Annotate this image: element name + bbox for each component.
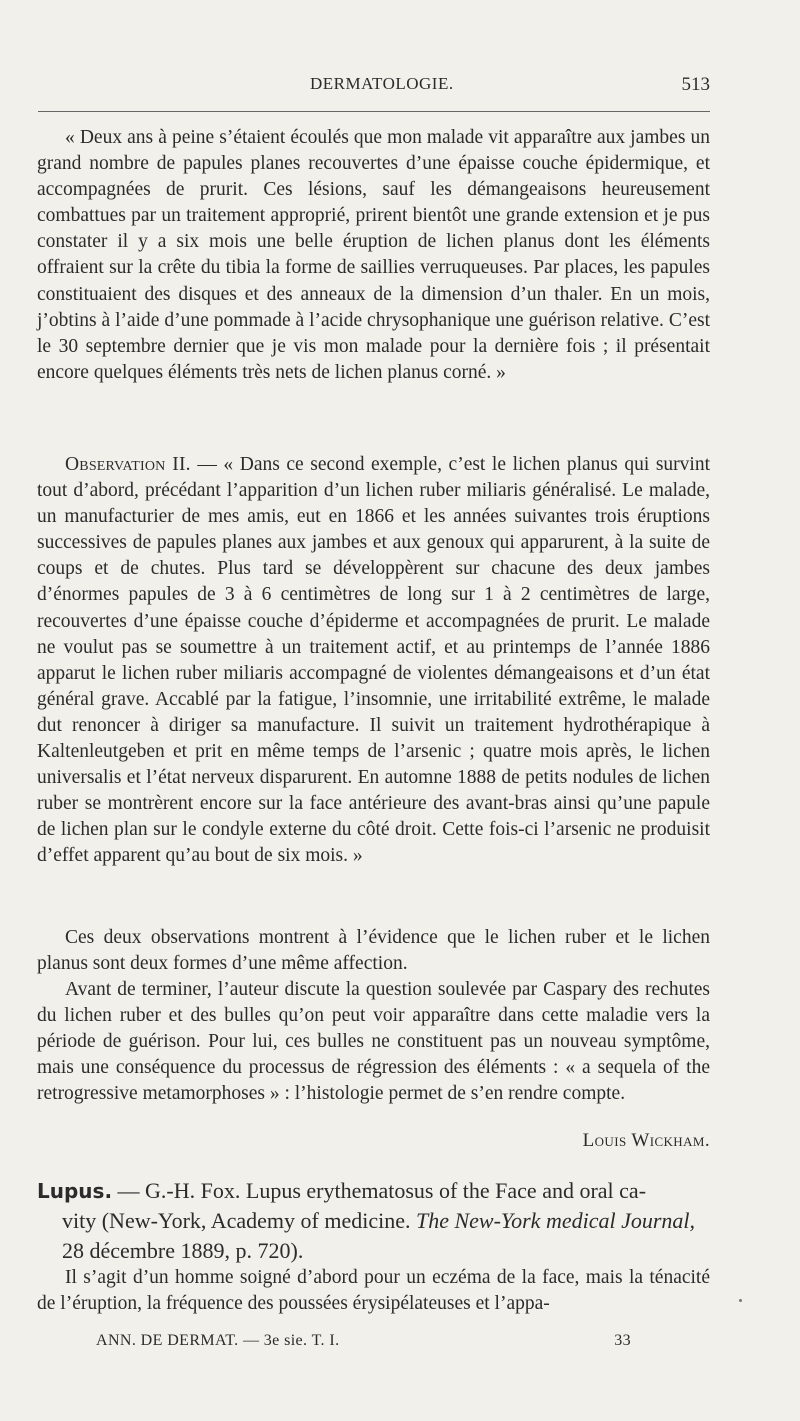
page-footer [96,1332,631,1358]
quoted-paragraph: « Deux ans à peine s’étaient écoulés que mon malade vit apparaître aux jambes un grand nombre de papules planes recouvertes d’une épaisse couche épidermique, et accompagnées de prurit. Ces lésions, sauf les démangeaisons heureusement combattues par un traitement approprié, prirent bientôt une grande extension et je pus constater il y a six mois une belle éruption de lichen planus dont les éléments offraient sur la crête du tibia la forme de saillies verruqueuses. Par places, les papules constituaient des disques et des anneaux de la dimension d’un thaler. En un mois, j’obtins à l’aide d’une pommade à l’acide chrysophanique une guérison relative. C’est le 30 septembre dernier que je vis mon malade pour la dernière fois ; il présentait encore quelques éléments très nets de lichen planus corné. » [37,127,710,383]
author-discussion-paragraph: Avant de terminer, l’auteur discute la question soulevée par Caspary des rechutes du lichen ruber et des bulles qu’on peut voir apparaître dans cette maladie vers la période de guérison. Pour lui, ces bulles ne constituent pas un nouveau symptôme, mais une conséquence du processus de régression des éléments : « a sequela of the retrogressive metamorphoses » : l’histologie permet de s’en rendre compte. [37,979,710,1105]
running-title: DERMATOLOGIE. [310,74,454,93]
citation-line-1: — G.-H. Fox. Lupus erythematosus of the Face and oral ca- [112,1178,647,1203]
scan-mark [739,1299,742,1302]
citation-line-2 [37,1206,710,1266]
observation-label: Observation II. [65,454,191,475]
page-number: 513 [681,74,710,95]
footer-journal-reference: ANN. DE DERMAT. — 3e sie. T. I. [96,1332,340,1349]
conclusion-paragraph: Ces deux observations montrent à l’évidence que le lichen ruber et le lichen planus sont deux formes d’une même affection. [37,927,710,975]
section-citation [37,1176,710,1266]
header-rule [38,111,710,112]
journal-title: The New-York medical Journal, [415,1208,696,1233]
citation-line-2-start: vity (New-York, Academy of medicine. [62,1208,416,1233]
page-header [38,74,710,98]
citation-line-2-end: 28 décembre 1889, p. 720). [62,1238,304,1263]
footer-signature-number: 33 [614,1332,631,1349]
author-signature: Louis Wickham. [582,1130,710,1151]
observation-text: — « Dans ce second exemple, c’est le lichen planus qui survint tout d’abord, précédant l’apparition d’un lichen ruber miliaris généralisé. Le malade, un manufacturier de mes amis, eut en 1866 et les années suivantes trois éruptions successives de papules planes aux jambes et aux genoux qui apparurent, à la suite de coups et de chutes. Plus tard se développèrent sur chacune des deux jambes d’énormes papules de 3 à 6 centimètres de long sur 1 à 2 centimètres de large, recouvertes d’une épaisse couche d’épiderme et accompagnées de prurit. Le malade ne voulut pas se soumettre à un traitement actif, et au printemps de l’année 1886 apparut le lichen ruber miliaris accompagné de violentes démangeaisons et d’un état général grave. Accablé par la fatigue, l’insomnie, une irritabilité extrême, le malade dut renoncer à diriger sa manufacture. Il suivit un traitement hydrothérapique à Kaltenleutgeben et prit en même temps de l’arsenic ; quatre mois après, le lichen universalis et l’état nerveux disparurent. En automne 1888 de petits nodules de lichen ruber se montrèrent encore sur la face antérieure des avant-bras ainsi qu’une papule de lichen plan sur le condyle externe du côté droit. Cette fois-ci l’arsenic ne produisit d’effet apparent qu’au bout de six mois. » [37,454,710,867]
observation-paragraph [37,452,710,870]
section-heading: Lupus. [37,1179,113,1203]
lupus-paragraph: Il s’agit d’un homme soigné d’abord pour un eczéma de la face, mais la ténacité de l’éruption, la fréquence des poussées érysipélateuses et l’appa- [37,1267,710,1315]
